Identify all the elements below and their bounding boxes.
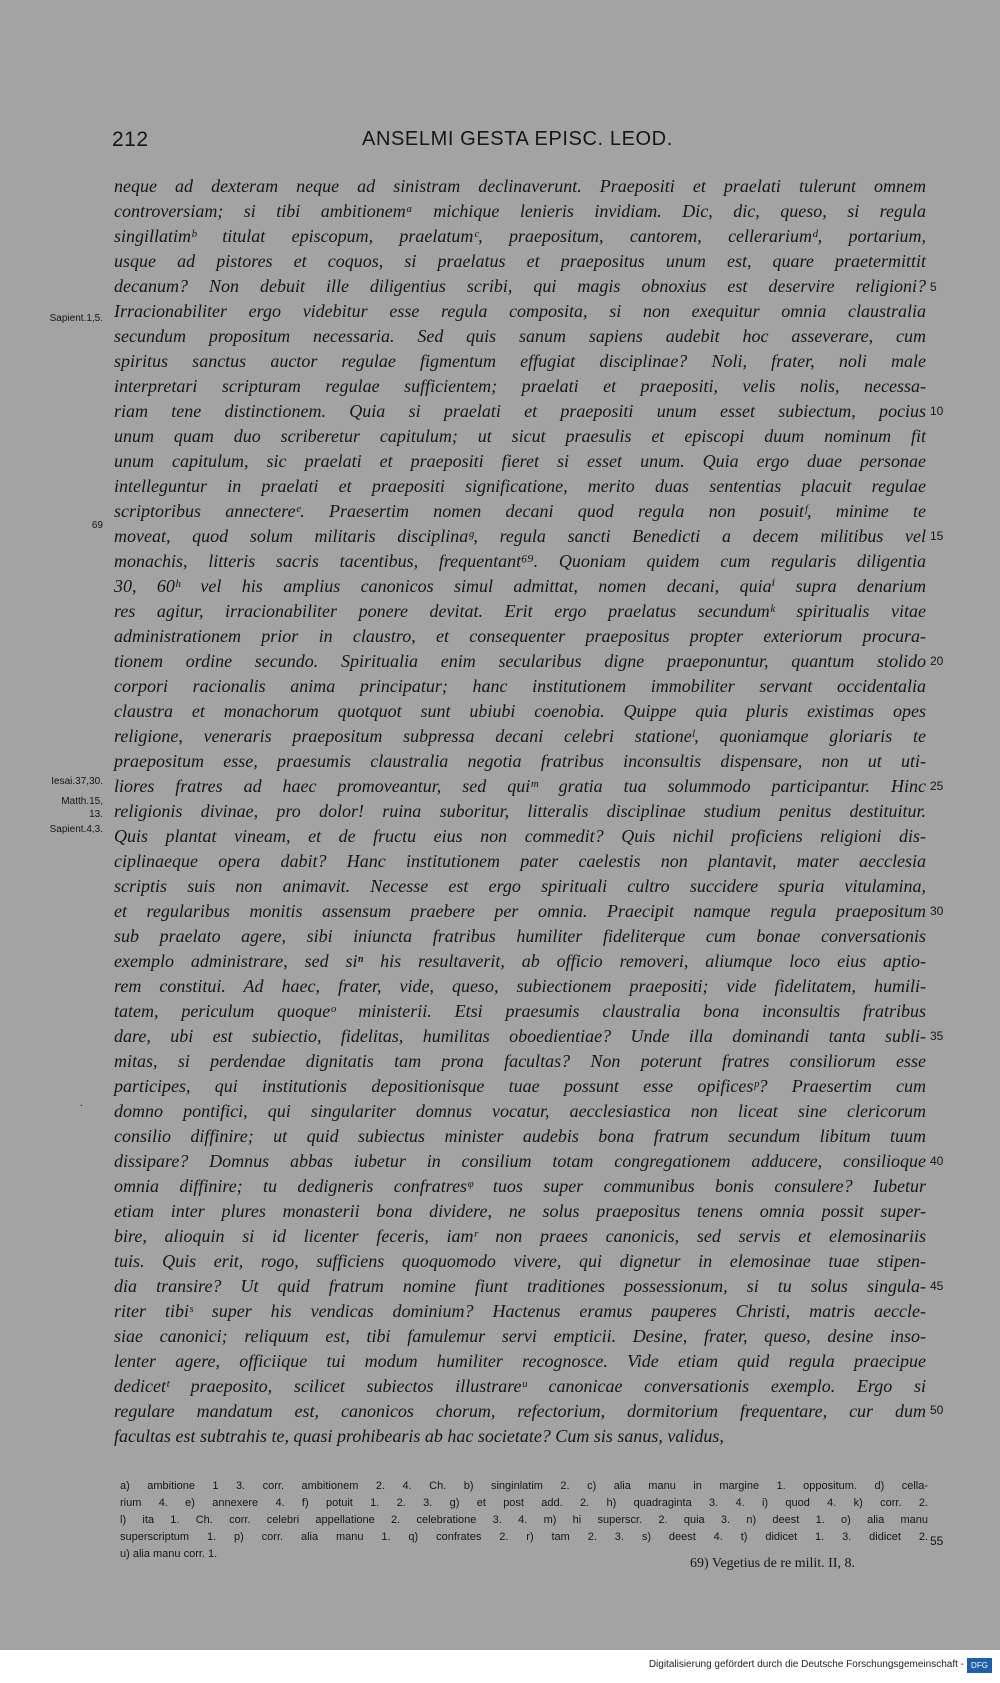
text-line: moveat, quod solum militaris disciplinaᵍ, regula sancti Benedicti a decem militibus vel bbox=[114, 526, 926, 546]
text-line: mitas, si perdendae dignitatis tam prona facultas? Non poterunt fratres consiliorum esse bbox=[114, 1051, 926, 1071]
text-line: domno pontifici, qui singulariter domnus vocatur, aecclesiastica non liceat sine clericorum bbox=[114, 1101, 926, 1121]
margin-reference: Iesai.37,30. bbox=[51, 776, 103, 787]
line-number: 40 bbox=[930, 1154, 944, 1168]
margin-reference: 69 bbox=[91, 520, 103, 531]
text-line: tuis. Quis erit, rogo, sufficiens quoquomodo vivere, qui dignetur in elemosinae tuae stipen- bbox=[114, 1251, 926, 1271]
footnote-line: superscriptum 1. p) corr. alia manu 1. q) confrates 2. r) tam 2. 3. s) deest 4. t) didicet 1. 3. didicet 2. bbox=[120, 1531, 928, 1543]
text-line: Irracionabiliter ergo videbitur esse regula composita, si non exequitur omnia claustralia bbox=[114, 301, 926, 321]
text-line: regulare mandatum est, canonicos chorum, refectorium, dormitorium frequentare, cur dum bbox=[114, 1401, 926, 1421]
text-line: scriptis suis non animavit. Necesse est ergo spirituali cultro succidere spuria vitulamina, bbox=[114, 876, 926, 896]
text-line: corpori racionalis anima principatur; hanc institutionem immobiliter servant occidentalia bbox=[114, 676, 926, 696]
line-number: 50 bbox=[930, 1403, 944, 1417]
text-line: liores fratres ad haec promoveantur, sed quiᵐ gratia tua solummodo participantur. Hinc bbox=[114, 776, 926, 796]
text-line: dare, ubi est subiectio, fidelitas, humilitas oboedientiae? Unde illa dominandi tanta subli- bbox=[114, 1026, 926, 1046]
line-number: 55 bbox=[930, 1534, 944, 1548]
footnote-line: l) ita 1. Ch. corr. celebri appellatione 2. celebratione 3. 4. m) hi superscr. 2. quia 3. n) deest 1. o) alia manu bbox=[120, 1514, 928, 1526]
footer-text: Digitalisierung gefördert durch die Deutsche Forschungsgemeinschaft - bbox=[648, 1659, 964, 1670]
source-footnote: 69) Vegetius de re milit. II, 8. bbox=[690, 1556, 855, 1571]
footnote-line: rium 4. e) annexere 4. f) potuit 1. 2. 3. g) et post add. 2. h) quadraginta 3. 4. i) quod 4. k) corr. 2. bbox=[120, 1497, 928, 1509]
dfg-logo: DFG bbox=[967, 1658, 992, 1673]
text-line: religionis divinae, pro dolor! ruina suboritur, litteralis disciplinae studium penitus destituitur. bbox=[114, 801, 926, 821]
margin-reference: 13. bbox=[89, 809, 103, 820]
digitization-footer bbox=[0, 1650, 1000, 1683]
text-line: res agitur, irracionabiliter ponere devitat. Erit ergo praelatus secundumᵏ spiritualis vitae bbox=[114, 601, 926, 621]
text-line: claustra et monachorum quotquot sunt ubiubi coenobia. Quippe quia pluris existimas opes bbox=[114, 701, 926, 721]
stray-mark: . bbox=[80, 1098, 83, 1109]
page-number: 212 bbox=[112, 128, 149, 151]
line-number: 45 bbox=[930, 1279, 944, 1293]
line-number: 30 bbox=[930, 904, 944, 918]
text-line: ciplinaeque opera dabit? Hanc institutionem pater caelestis non plantavit, mater aecclesia bbox=[114, 851, 926, 871]
text-line: usque ad pistores et coquos, si praelatus et praepositus unum est, quare praetermittit bbox=[114, 251, 926, 271]
text-line: participes, qui institutionis depositionisque tuae possunt esse opificesᵖ? Praesertim cum bbox=[114, 1076, 926, 1096]
text-line: controversiam; si tibi ambitionemᵃ michique lenieris invidiam. Dic, dic, queso, si regula bbox=[114, 201, 926, 221]
text-line: Quis plantat vineam, et de fructu eius non commedit? Quis nichil proficiens religioni dis- bbox=[114, 826, 926, 846]
running-title: ANSELMI GESTA EPISC. LEOD. bbox=[362, 128, 673, 150]
text-line: et regularibus monitis assensum praebere per omnia. Praecipit namque regula praepositum bbox=[114, 901, 926, 921]
line-number: 25 bbox=[930, 779, 944, 793]
footnote-line: a) ambitione 1 3. corr. ambitionem 2. 4. Ch. b) singinlatim 2. c) alia manu in margine 1. oppositum. d) cella- bbox=[120, 1480, 928, 1492]
text-line: siae canonici; reliquum est, tibi famulemur servi empticii. Desine, frater, queso, desine inso- bbox=[114, 1326, 926, 1346]
text-line: facultas est subtrahis te, quasi prohibearis ab hac societate? Cum sis sanus, validus, bbox=[114, 1426, 724, 1446]
text-line: interpretari scripturam regulae sufficientem; praelati et praepositi, velis nolis, necessa- bbox=[114, 376, 926, 396]
line-number: 15 bbox=[930, 529, 944, 543]
text-line: decanum? Non debuit ille diligentius scribi, qui magis obnoxius est deservire religioni? bbox=[114, 276, 926, 296]
text-line: 30, 60ʰ vel his amplius canonicos simul admittat, nomen decani, quiaⁱ supra denarium bbox=[114, 576, 926, 596]
text-line: spiritus sanctus auctor regulae figmentum effugiat disciplinae? Noli, frater, noli male bbox=[114, 351, 926, 371]
text-line: neque ad dexteram neque ad sinistram declinaverunt. Praepositi et praelati tulerunt omnem bbox=[114, 176, 926, 196]
text-line: bire, alioquin si id licenter feceris, iamʳ non praees canonicis, sed servis et elemosinariis bbox=[114, 1226, 926, 1246]
text-line: dia transire? Ut quid fratrum nomine fiunt traditiones possessionum, si tu solus singula- bbox=[114, 1276, 926, 1296]
line-number: 20 bbox=[930, 654, 944, 668]
text-line: monachis, litteris sacris tacentibus, frequentant⁶⁹. Quoniam quidem cum regularis diligentia bbox=[114, 551, 926, 571]
margin-reference: Sapient.4,3. bbox=[49, 824, 103, 835]
text-line: singillatimᵇ titulat episcopum, praelatumᶜ, praepositum, cantorem, cellerariumᵈ, portarium, bbox=[114, 226, 926, 246]
text-line: consilio diffinire; ut quid subiectus minister audebis bona fratrum secundum libitum tuum bbox=[114, 1126, 926, 1146]
text-line: secundum propositum necessaria. Sed quis sanum sapiens audebit hoc asseverare, cum bbox=[114, 326, 926, 346]
text-line: lenter agere, officiique tui modum humiliter recognosce. Vide etiam quid regula praecipue bbox=[114, 1351, 926, 1371]
text-line: riter tibiˢ super his vendicas dominium? Hactenus eramus pauperes Christi, matris aeccle- bbox=[114, 1301, 926, 1321]
margin-reference: Matth.15, bbox=[61, 796, 103, 807]
text-line: dissipare? Domnus abbas iubetur in consilium totam congregationem adducere, consilioque bbox=[114, 1151, 926, 1171]
text-line: unum quam duo scriberetur capitulum; ut sicut praesulis et episcopi duum nominum fit bbox=[114, 426, 926, 446]
margin-reference: Sapient.1,5. bbox=[49, 313, 103, 324]
page-header bbox=[112, 128, 924, 162]
text-line: etiam inter plures monasterii bona dividere, ne solus praepositus tenens omnia possit super- bbox=[114, 1201, 926, 1221]
text-line: administrationem prior in claustro, et consequenter praepositus propter exteriorum procura- bbox=[114, 626, 926, 646]
line-number: 35 bbox=[930, 1029, 944, 1043]
text-line: unum capitulum, sic praelati et praepositi fieret si esset unum. Quia ergo duae personae bbox=[114, 451, 926, 471]
text-line: scriptoribus annectereᵉ. Praesertim nomen decani quod regula non posuitᶠ, minime te bbox=[114, 501, 926, 521]
footnote-line: u) alia manu corr. 1. bbox=[120, 1548, 218, 1560]
text-line: dedicetᵗ praeposito, scilicet subiectos illustrareᵘ canonicae conversationis exemplo. Ergo si bbox=[114, 1376, 926, 1396]
text-line: tionem ordine secundo. Spiritualia enim secularibus digne praeponuntur, quantum stolido bbox=[114, 651, 926, 671]
text-line: omnia diffinire; tu dedigneris confratresᵠ tuos super communibus bonis consulere? Iubetur bbox=[114, 1176, 926, 1196]
line-number: 5 bbox=[930, 280, 937, 294]
text-line: sub praelato agere, sibi iniuncta fratribus humiliter fideliterque cum bonae conversationis bbox=[114, 926, 926, 946]
text-line: riam tene distinctionem. Quia si praelati et praepositi unum esset subiectum, pocius bbox=[114, 401, 926, 421]
text-line: intelleguntur in praelati et praepositi significatione, merito duas sententias placuit regulae bbox=[114, 476, 926, 496]
text-line: religione, veneraris praepositum subpressa decani celebri stationeˡ, quoniamque gloriaris te bbox=[114, 726, 926, 746]
text-line: praepositum esse, praesumis claustralia negotia fratribus inconsultis dispensare, non ut uti- bbox=[114, 751, 926, 771]
main-text bbox=[114, 174, 926, 1449]
text-line: tatem, periculum quoqueᵒ ministerii. Etsi praesumis claustralia bona inconsultis fratribus bbox=[114, 1001, 926, 1021]
line-number: 10 bbox=[930, 404, 944, 418]
text-line: exemplo administrare, sed siⁿ his resultaverit, ab officio removeri, aliumque loco eius aptio- bbox=[114, 951, 926, 971]
text-line: rem constitui. Ad haec, frater, vide, queso, subiectionem praepositi; vide fidelitatem, humili- bbox=[114, 976, 926, 996]
critical-apparatus bbox=[120, 1478, 928, 1563]
